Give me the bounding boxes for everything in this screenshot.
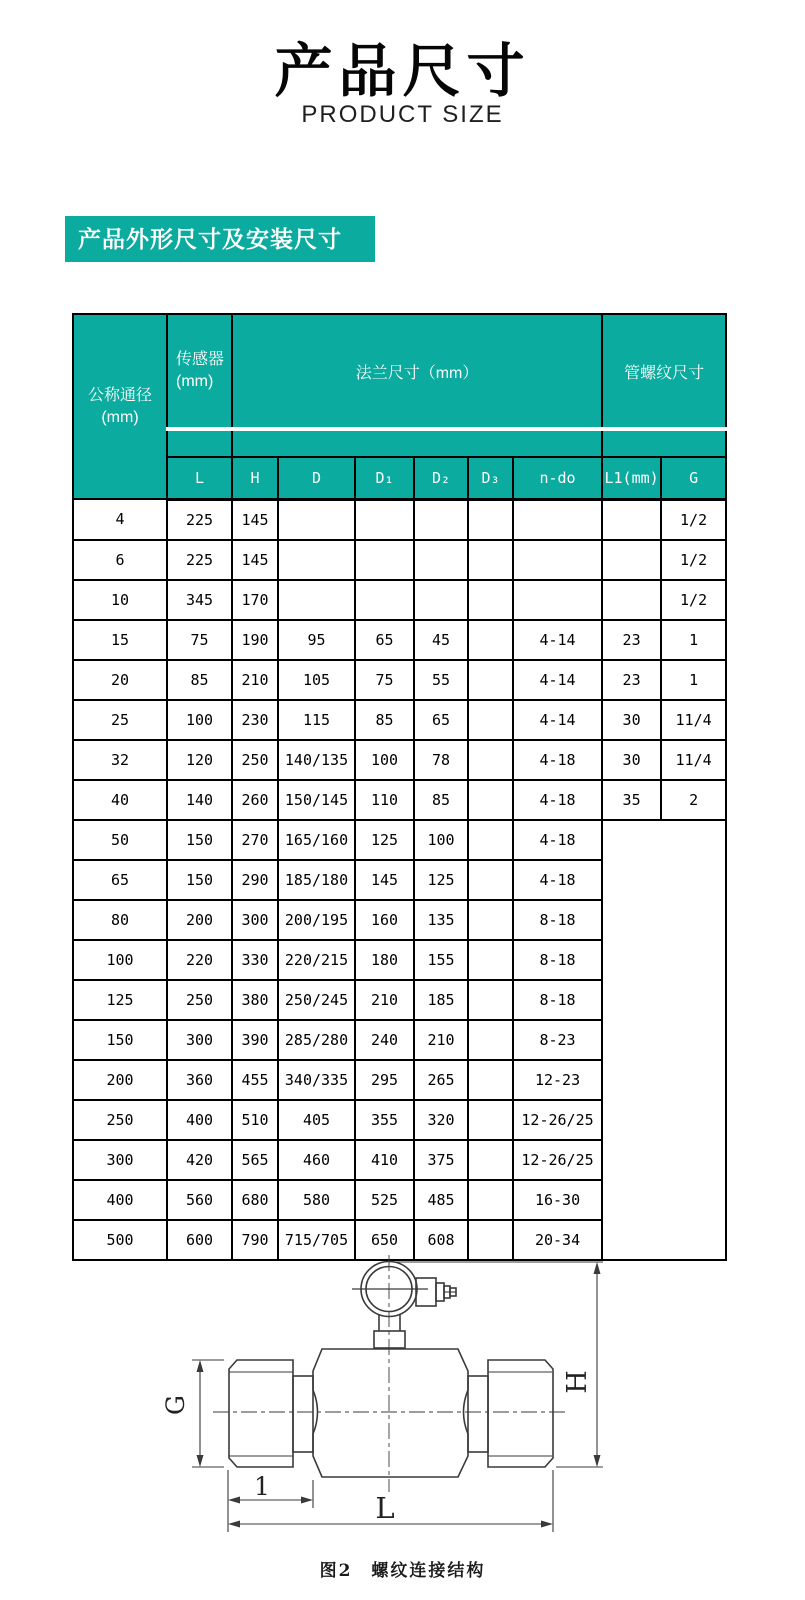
header-sensor (167, 314, 232, 429)
table-cell: 120 (167, 740, 232, 780)
table-cell (468, 740, 513, 780)
table-cell: 12-26/25 (513, 1140, 602, 1180)
head-connector (416, 1278, 456, 1306)
table-cell: 140 (167, 780, 232, 820)
table-cell: 185/180 (278, 860, 355, 900)
table-cell: 1/2 (661, 499, 726, 540)
table-cell: 300 (73, 1140, 167, 1180)
table-cell: 650 (355, 1220, 414, 1260)
table-cell: 65 (73, 860, 167, 900)
table-cell: 100 (167, 700, 232, 740)
table-cell: 35 (602, 780, 661, 820)
table-spacer-row (73, 429, 726, 457)
table-cell (278, 540, 355, 580)
column-header-D3: D₃ (468, 457, 513, 499)
table-cell: 285/280 (278, 1020, 355, 1060)
table-cell: 78 (414, 740, 468, 780)
column-header-D1: D₁ (355, 457, 414, 499)
table-cell: 145 (232, 540, 278, 580)
meter-body (313, 1349, 468, 1477)
table-cell: 55 (414, 660, 468, 700)
table-cell: 410 (355, 1140, 414, 1180)
table-cell (468, 1060, 513, 1100)
table-cell: 355 (355, 1100, 414, 1140)
section-banner: 产品外形尺寸及安装尺寸 (65, 216, 375, 262)
dimension-H (395, 1262, 603, 1467)
table-cell: 165/160 (278, 820, 355, 860)
table-cell: 4-18 (513, 860, 602, 900)
table-cell: 150/145 (278, 780, 355, 820)
table-cell: 30 (602, 700, 661, 740)
table-cell: 300 (232, 900, 278, 940)
dimension-G (192, 1360, 224, 1467)
table-cell: 20 (73, 660, 167, 700)
table-cell: 190 (232, 620, 278, 660)
table-cell: 45 (414, 620, 468, 660)
table-cell: 30 (602, 740, 661, 780)
column-header-L1: L1(mm) (602, 457, 661, 499)
table-cell: 680 (232, 1180, 278, 1220)
dim-label-l: 1 (254, 1472, 270, 1501)
table-cell: 4-18 (513, 820, 602, 860)
table-cell (602, 499, 661, 540)
neck (374, 1315, 405, 1348)
table-cell: 225 (167, 499, 232, 540)
table-cell (468, 1140, 513, 1180)
table-cell: 100 (355, 740, 414, 780)
table-row (73, 499, 726, 540)
table-cell (278, 580, 355, 620)
table-cell (468, 499, 513, 540)
dimension-arrowheads (197, 1262, 601, 1528)
table-cell: 300 (167, 1020, 232, 1060)
table-cell: 10 (73, 580, 167, 620)
page-subtitle: PRODUCT SIZE (301, 101, 504, 128)
table-cell: 80 (73, 900, 167, 940)
table-cell: 240 (355, 1020, 414, 1060)
table-cell: 600 (167, 1220, 232, 1260)
header-nominal-diameter (73, 314, 167, 499)
table-cell: 4-18 (513, 780, 602, 820)
table-cell (468, 660, 513, 700)
table-cell: 125 (355, 820, 414, 860)
table-cell: 180 (355, 940, 414, 980)
left-coupling (293, 1376, 313, 1452)
table-cell: 250 (232, 740, 278, 780)
header-nominal-diameter-unit: (mm) (101, 408, 139, 426)
table-cell: 32 (73, 740, 167, 780)
table-cell (602, 580, 661, 620)
table-cell: 460 (278, 1140, 355, 1180)
table-cell: 250 (73, 1100, 167, 1140)
table-cell: 135 (414, 900, 468, 940)
table-cell: 8-18 (513, 940, 602, 980)
table-cell: 340/335 (278, 1060, 355, 1100)
table-cell: 1/2 (661, 540, 726, 580)
table-cell: 250/245 (278, 980, 355, 1020)
table-cell (355, 580, 414, 620)
table-cell (513, 580, 602, 620)
dim-label-H: H (562, 1370, 593, 1394)
table-cell: 145 (232, 499, 278, 540)
table-cell (468, 1020, 513, 1060)
table-cell: 390 (232, 1020, 278, 1060)
table-cell: 16-30 (513, 1180, 602, 1220)
header-sensor-unit: (mm) (176, 373, 214, 390)
table-cell: 2 (661, 780, 726, 820)
table-row (73, 820, 726, 860)
table-cell: 20-34 (513, 1220, 602, 1260)
table-cell: 230 (232, 700, 278, 740)
table-body (73, 499, 726, 1260)
diagram-caption: 图2 螺纹连接结构 (319, 1561, 486, 1581)
table-cell: 12-23 (513, 1060, 602, 1100)
table-cell: 4 (73, 499, 167, 540)
table-cell: 25 (73, 700, 167, 740)
table-cell: 11/4 (661, 740, 726, 780)
table-cell: 23 (602, 660, 661, 700)
table-cell (602, 540, 661, 580)
table-cell: 345 (167, 580, 232, 620)
spacer-cell (167, 429, 232, 457)
display-head-outer (361, 1262, 417, 1317)
table-cell (468, 1220, 513, 1260)
table-cell (468, 700, 513, 740)
display-head-inner (366, 1267, 412, 1312)
table-cell: 8-18 (513, 980, 602, 1020)
table-row (73, 660, 726, 700)
table-cell: 525 (355, 1180, 414, 1220)
right-pipe (488, 1360, 553, 1467)
table-cell: 185 (414, 980, 468, 1020)
column-header-D: D (278, 457, 355, 499)
table-cell: 50 (73, 820, 167, 860)
table-cell: 790 (232, 1220, 278, 1260)
table-cell: 250 (167, 980, 232, 1020)
table-cell: 110 (355, 780, 414, 820)
table-cell: 580 (278, 1180, 355, 1220)
column-header-n-do: n-do (513, 457, 602, 499)
table-cell: 125 (73, 980, 167, 1020)
header-sensor-label: 传感器 (176, 351, 225, 369)
table-cell: 8-18 (513, 900, 602, 940)
table-row (73, 620, 726, 660)
column-header-G: G (661, 457, 726, 499)
header-pipe-thread-size: 管螺纹尺寸 (602, 314, 726, 429)
header-flange-size: 法兰尺寸（mm） (232, 314, 602, 429)
table-cell (468, 1180, 513, 1220)
table-cell: 105 (278, 660, 355, 700)
table-cell: 420 (167, 1140, 232, 1180)
table-cell: 4-14 (513, 660, 602, 700)
table-column-header-row (73, 457, 726, 499)
table-cell (468, 780, 513, 820)
table-cell: 360 (167, 1060, 232, 1100)
table-cell: 11/4 (661, 700, 726, 740)
table-cell: 510 (232, 1100, 278, 1140)
table-cell (468, 980, 513, 1020)
table-cell: 140/135 (278, 740, 355, 780)
table-cell: 115 (278, 700, 355, 740)
column-header-D2: D₂ (414, 457, 468, 499)
table-cell (468, 1100, 513, 1140)
table-cell: 500 (73, 1220, 167, 1260)
table-row (73, 740, 726, 780)
table-cell (513, 499, 602, 540)
table-cell (468, 820, 513, 860)
table-cell: 4-14 (513, 620, 602, 660)
table-cell: 200/195 (278, 900, 355, 940)
table-cell: 100 (414, 820, 468, 860)
table-cell: 485 (414, 1180, 468, 1220)
table-cell: 100 (73, 940, 167, 980)
column-header-L: L (167, 457, 232, 499)
table-merged-empty-cell (602, 820, 726, 1260)
dim-label-G: G (161, 1395, 190, 1415)
table-cell: 12-26/25 (513, 1100, 602, 1140)
table-cell: 565 (232, 1140, 278, 1180)
right-coupling (468, 1376, 488, 1452)
table-cell (278, 499, 355, 540)
table-cell: 220/215 (278, 940, 355, 980)
table-cell: 23 (602, 620, 661, 660)
table-cell: 75 (355, 660, 414, 700)
table-cell: 715/705 (278, 1220, 355, 1260)
table-cell: 1 (661, 620, 726, 660)
table-cell: 220 (167, 940, 232, 980)
dimension-L (230, 1470, 553, 1532)
table-cell: 330 (232, 940, 278, 980)
table-cell: 380 (232, 980, 278, 1020)
table-cell: 400 (167, 1100, 232, 1140)
table-row (73, 700, 726, 740)
table-cell (468, 900, 513, 940)
dimension-table (72, 313, 727, 1261)
table-cell: 260 (232, 780, 278, 820)
table-cell: 4-14 (513, 700, 602, 740)
table-cell: 75 (167, 620, 232, 660)
table-cell: 4-18 (513, 740, 602, 780)
left-pipe (229, 1360, 293, 1467)
table-cell (468, 620, 513, 660)
table-cell: 85 (167, 660, 232, 700)
table-row (73, 580, 726, 620)
table-cell: 290 (232, 860, 278, 900)
table-cell: 210 (232, 660, 278, 700)
table-cell: 15 (73, 620, 167, 660)
table-cell (414, 499, 468, 540)
table-cell (468, 860, 513, 900)
table-cell (355, 499, 414, 540)
table-cell: 150 (167, 820, 232, 860)
table-cell: 65 (414, 700, 468, 740)
table-row (73, 540, 726, 580)
header-nominal-diameter-label: 公称通径 (87, 386, 152, 404)
table-cell: 1/2 (661, 580, 726, 620)
table-cell: 85 (414, 780, 468, 820)
page-title: 产品尺寸 (274, 39, 531, 104)
table-cell: 295 (355, 1060, 414, 1100)
table-cell: 65 (355, 620, 414, 660)
table-cell (355, 540, 414, 580)
table-cell (414, 540, 468, 580)
table-cell (468, 540, 513, 580)
table-cell (468, 940, 513, 980)
spacer-cell (232, 429, 602, 457)
table-cell: 375 (414, 1140, 468, 1180)
table-cell: 1 (661, 660, 726, 700)
table-cell: 265 (414, 1060, 468, 1100)
table-cell: 160 (355, 900, 414, 940)
table-cell: 125 (414, 860, 468, 900)
table-cell: 270 (232, 820, 278, 860)
dim-label-L: L (375, 1491, 395, 1525)
table-row (73, 780, 726, 820)
table-cell: 405 (278, 1100, 355, 1140)
table-cell: 95 (278, 620, 355, 660)
table-cell: 200 (73, 1060, 167, 1100)
table-cell: 608 (414, 1220, 468, 1260)
table-cell: 150 (167, 860, 232, 900)
table-cell: 170 (232, 580, 278, 620)
table-cell: 400 (73, 1180, 167, 1220)
table-cell: 40 (73, 780, 167, 820)
dimension-l (228, 1470, 313, 1532)
column-header-H: H (232, 457, 278, 499)
table-cell (414, 580, 468, 620)
table-cell: 200 (167, 900, 232, 940)
table-cell: 210 (355, 980, 414, 1020)
table-cell: 8-23 (513, 1020, 602, 1060)
table-cell: 225 (167, 540, 232, 580)
table-cell: 145 (355, 860, 414, 900)
table-group-header-row (73, 314, 726, 429)
table-cell: 560 (167, 1180, 232, 1220)
table-cell (468, 580, 513, 620)
table-cell: 155 (414, 940, 468, 980)
table-cell (513, 540, 602, 580)
table-cell: 210 (414, 1020, 468, 1060)
table-cell: 150 (73, 1020, 167, 1060)
table-cell: 85 (355, 700, 414, 740)
table-cell: 320 (414, 1100, 468, 1140)
table-cell: 6 (73, 540, 167, 580)
spacer-cell (602, 429, 726, 457)
table-cell: 455 (232, 1060, 278, 1100)
